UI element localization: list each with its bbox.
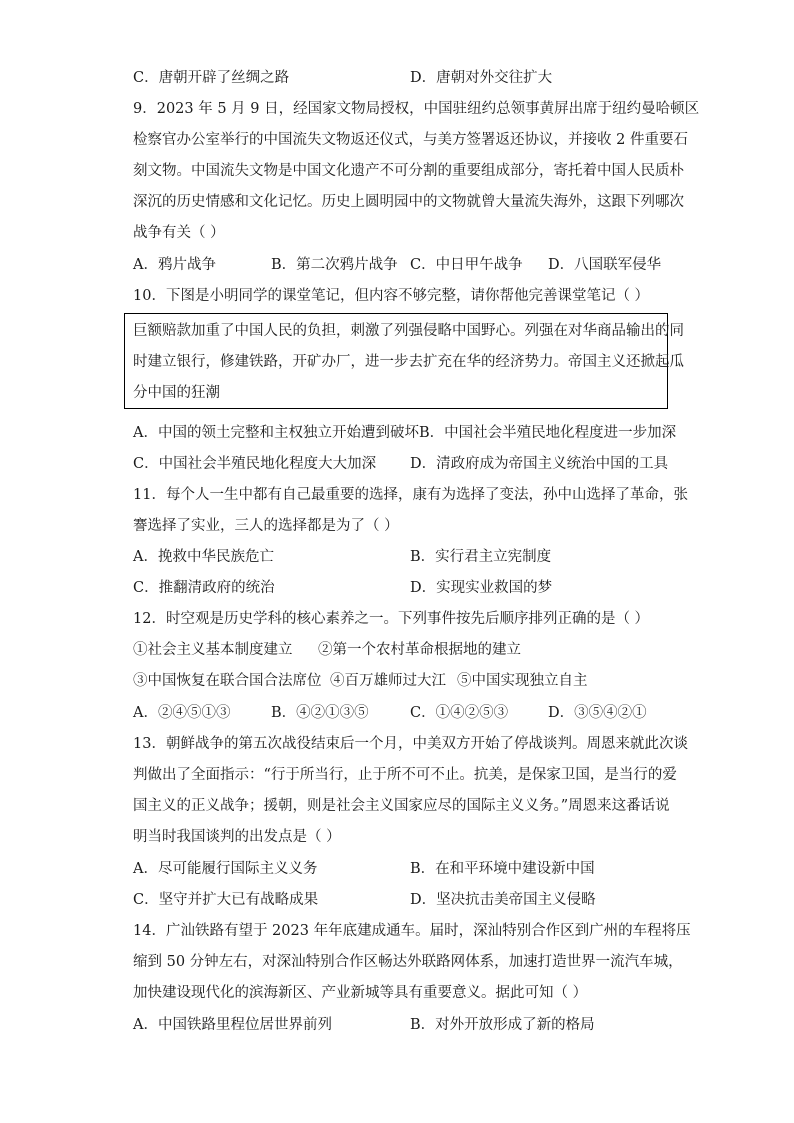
q9-stem-line: 战争有关（ ） [133,225,225,241]
q9-stem-line: 9．2023 年 5 月 9 日，经国家文物局授权，中国驻纽约总领事黄屏出席于纽约曼哈顿区 [133,101,700,117]
q11-stem-line: 11．每个人一生中都有自己最重要的选择，康有为选择了变法，孙中山选择了革命，张 [133,487,688,503]
q10-option-c: C．中国社会半殖民地化程度大大加深 [133,456,377,472]
q14-option-b: B．对外开放形成了新的格局 [410,1017,595,1033]
q10-notes-box [124,313,684,409]
q11-option-c: C．推翻清政府的统治 [133,580,275,596]
q10-notes-line: 分中国的狂潮 [133,385,220,401]
q10-option-d: D．清政府成为帝国主义统治中国的工具 [410,456,669,472]
q12-option-b: B．④②①③⑤ [271,705,369,721]
q12-option-d: D．③⑤④②① [548,705,647,721]
q12-item-2: ②第一个农村革命根据地的建立 [318,642,521,658]
q10-stem: 10．下图是小明同学的课堂笔记，但内容不够完整，请你帮他完善课堂笔记（ ） [133,288,650,304]
q13-stem-line: 判做出了全面指示：“行于所当行，止于所不可不止。抗美，是保家卫国，是当行的爱 [133,767,677,783]
q12-option-a: A．②④⑤①③ [133,705,231,721]
q14-stem-line: 缩到 50 分钟左右，对深汕特别合作区畅达外联路网体系，加速打造世界一流汽车城， [133,954,683,970]
q12-item-3: ③中国恢复在联合国合法席位 [133,673,322,689]
q13-stem-line: 国主义的正义战争；援朝，则是社会主义国家应尽的国际主义义务。”周恩来这番话说 [133,798,670,814]
q11-option-b: B．实行君主立宪制度 [410,549,552,565]
q13-option-a: A．尽可能履行国际主义义务 [133,861,318,877]
q8-option-d: D．唐朝对外交往扩大 [410,70,553,86]
q9-option-d: D．八国联军侵华 [548,257,662,273]
q9-stem-line: 深沉的历史情感和文化记忆。历史上圆明园中的文物就曾大量流失海外，这跟下列哪次 [133,194,684,210]
q12-item-5: ⑤中国实现独立自主 [457,673,588,689]
q10-options-ab: A．中国的领土完整和主权独立开始遭到破坏B．中国社会半殖民地化程度进一步加深 [133,425,677,441]
q9-option-a: A．鸦片战争 [133,257,216,273]
q11-option-a: A．挽救中华民族危亡 [133,549,274,565]
q13-option-c: C．坚守并扩大已有战略成果 [133,892,319,908]
q10-notes-line: 巨额赔款加重了中国人民的负担，刺激了列强侵略中国野心。列强在对华商品输出的同 [133,323,684,339]
q13-option-b: B．在和平环境中建设新中国 [410,861,595,877]
q12-option-c: C．①④②⑤③ [410,705,509,721]
q13-stem-line: 13．朝鲜战争的第五次战役结束后一个月，中美双方开始了停战谈判。周恩来就此次谈 [133,736,688,752]
q12-item-1: ①社会主义基本制度建立 [133,642,293,658]
q12-stem: 12．时空观是历史学科的核心素养之一。下列事件按先后顺序排列正确的是（ ） [133,611,650,627]
q8-option-c: C．唐朝开辟了丝绸之路 [133,70,290,86]
q11-stem-line: 謇选择了实业，三人的选择都是为了（ ） [133,518,399,534]
q9-stem-line: 刻文物。中国流失文物是中国文化遗产不可分割的重要组成部分，寄托着中国人民质朴 [133,163,684,179]
q13-option-d: D．坚决抗击美帝国主义侵略 [410,892,596,908]
q9-option-b: B．第二次鸦片战争 [271,257,398,273]
q14-stem-line: 14．广汕铁路有望于 2023 年年底建成通车。届时，深汕特别合作区到广州的车程将压 [133,923,691,939]
q11-option-d: D．实现实业救国的梦 [410,580,553,596]
q14-stem-line: 加快建设现代化的滨海新区、产业新城等具有重要意义。据此可知（ ） [133,985,588,1001]
q14-option-a: A．中国铁路里程位居世界前列 [133,1017,332,1033]
q10-notes-line: 时建立银行，修建铁路，开矿办厂，进一步去扩充在华的经济势力。帝国主义还掀起瓜 [133,354,684,370]
q12-item-4: ④百万雄师过大江 [330,673,446,689]
q9-option-c: C．中日甲午战争 [410,257,523,273]
q9-stem-line: 检察官办公室举行的中国流失文物返还仪式，与美方签署返还协议，并接收 2 件重要石 [133,132,688,148]
q13-stem-line: 明当时我国谈判的出发点是（ ） [133,829,341,845]
